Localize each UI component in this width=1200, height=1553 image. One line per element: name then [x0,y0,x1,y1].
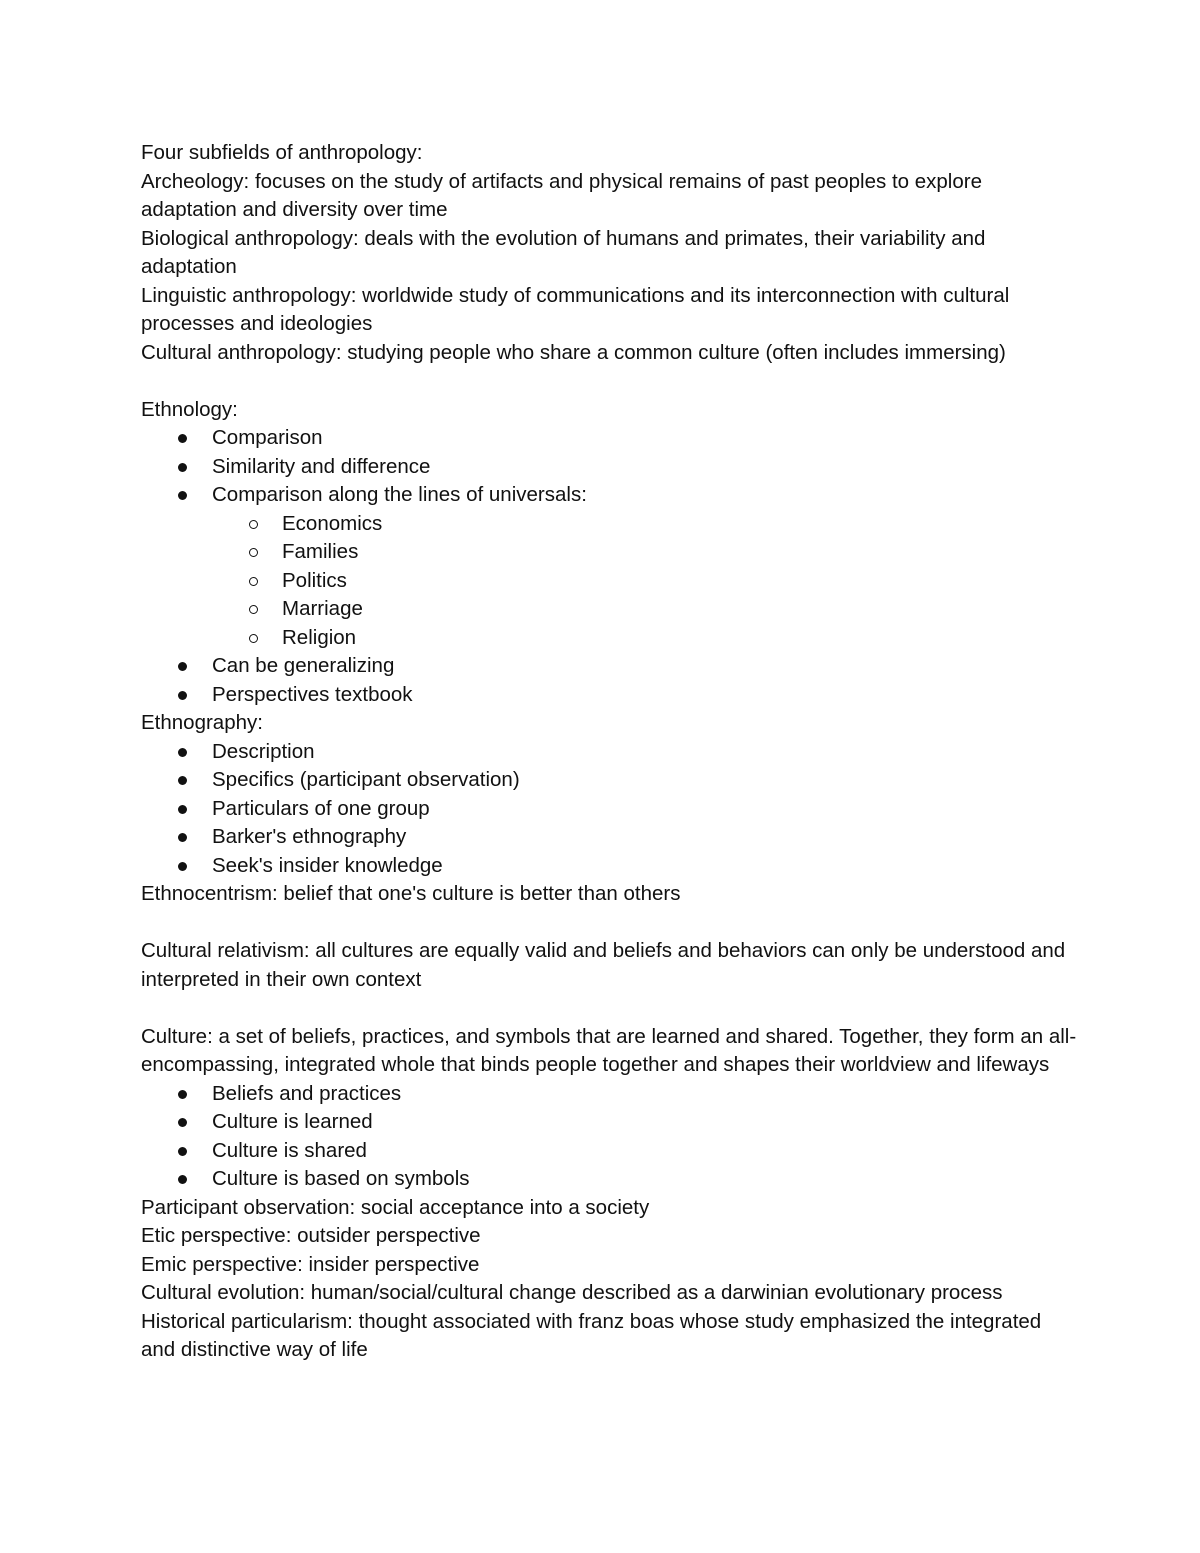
bullet-icon [178,1175,187,1184]
list-item: Religion [141,624,1080,653]
ethnology-list [141,424,1080,510]
list-item: Description [141,738,1080,767]
cultural-relativism-definition: Cultural relativism: all cultures are equally valid and beliefs and behaviors can only be understood and interpreted in their own context [141,939,1066,991]
bullet-icon [178,833,187,842]
bullet-icon [178,776,187,785]
list-item: Perspectives textbook [141,681,1080,710]
list-item: Seek's insider knowledge [141,852,1080,881]
biological-anthropology-definition: Biological anthropology: deals with the evolution of humans and primates, their variability and adaptation [141,226,986,278]
blank-line [141,909,1080,938]
list-item: Comparison [141,424,1080,453]
cultural-evolution-definition: Cultural evolution: human/social/cultural change described as a darwinian evolutionary process [141,1281,1003,1304]
bullet-icon [178,463,187,472]
bullet-icon [178,1090,187,1099]
list-item: Economics [141,510,1080,539]
list-item: Marriage [141,595,1080,624]
list-item: Particulars of one group [141,795,1080,824]
list-item: Families [141,538,1080,567]
participant-observation-definition: Participant observation: social acceptance into a society [141,1195,650,1219]
culture-list [141,1080,1080,1194]
hollow-bullet-icon [249,520,258,529]
list-item: Culture is based on symbols [141,1165,1080,1194]
linguistic-anthropology-definition: Linguistic anthropology: worldwide study of communications and its interconnection with cultural processes and ideologies [141,283,1010,335]
archeology-definition: Archeology: focuses on the study of artifacts and physical remains of past peoples to explore adaptation and diversity over time [141,169,982,221]
ethnography-heading: Ethnography: [141,711,263,734]
bullet-icon [178,662,187,671]
ethnography-list [141,738,1080,881]
bullet-icon [178,748,187,757]
list-item: Similarity and difference [141,453,1080,482]
historical-particularism-definition: Historical particularism: thought associated with franz boas whose study emphasized the integrated and distinctive way of life [141,1309,1042,1361]
list-item: Can be generalizing [141,652,1080,681]
universals-list [141,510,1080,653]
bullet-icon [178,434,187,443]
list-item: Beliefs and practices [141,1080,1080,1109]
ethnology-list-continued [141,652,1080,709]
ethnocentrism-definition: Ethnocentrism: belief that one's culture is better than others [141,882,681,905]
list-item: Culture is learned [141,1108,1080,1137]
hollow-bullet-icon [249,605,258,614]
bullet-icon [178,491,187,500]
list-item: Politics [141,567,1080,596]
cultural-anthropology-definition: Cultural anthropology: studying people who share a common culture (often includes immersing) [141,340,1006,364]
bullet-icon [178,1118,187,1127]
ethnology-heading: Ethnology: [141,397,238,421]
blank-line [141,994,1080,1023]
emic-perspective-definition: Emic perspective: insider perspective [141,1252,480,1276]
bullet-icon [178,691,187,700]
bullet-icon [178,805,187,814]
list-item: Specifics (participant observation) [141,766,1080,795]
hollow-bullet-icon [249,577,258,586]
culture-definition: Culture: a set of beliefs, practices, and symbols that are learned and shared. Together, they form an all-encompassing, integrated whole that binds people together and shapes their worldview and lifeways [141,1024,1077,1076]
bullet-icon [178,1147,187,1156]
etic-perspective-definition: Etic perspective: outsider perspective [141,1224,481,1247]
list-item: Culture is shared [141,1137,1080,1166]
subfields-heading: Four subfields of anthropology: [141,141,423,164]
blank-line [141,367,1080,396]
hollow-bullet-icon [249,634,258,643]
list-item: Comparison along the lines of universals: [141,481,1080,510]
list-item: Barker's ethnography [141,823,1080,852]
bullet-icon [178,862,187,871]
hollow-bullet-icon [249,548,258,557]
